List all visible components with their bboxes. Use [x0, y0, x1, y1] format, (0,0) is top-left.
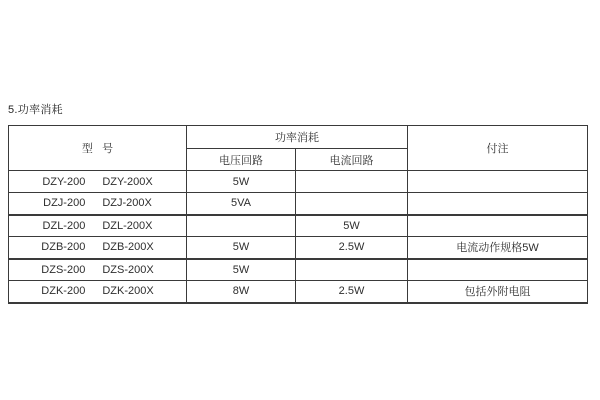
- voltage-cell: 5W: [187, 237, 296, 259]
- model-name: DZK-200: [41, 285, 86, 298]
- current-cell: 2.5W: [296, 237, 408, 259]
- model-name-x: DZJ-200X: [102, 197, 152, 210]
- table-row-dzb: [9, 237, 588, 259]
- model-cell: [9, 171, 187, 193]
- table-row-dzk: [9, 281, 588, 303]
- current-cell: 5W: [296, 215, 408, 237]
- voltage-cell: [187, 215, 296, 237]
- model-cell: [9, 215, 187, 237]
- model-cell: [9, 259, 187, 281]
- col-header-voltage-circuit: 电压回路: [187, 149, 296, 171]
- note-cell: 包括外附电阻: [408, 281, 588, 303]
- voltage-cell: 5W: [187, 259, 296, 281]
- power-consumption-table: [8, 125, 588, 304]
- table-row-dzl: [9, 215, 588, 237]
- note-cell: [408, 171, 588, 193]
- note-cell: [408, 259, 588, 281]
- model-name-x: DZL-200X: [102, 219, 153, 232]
- table-row-dzs: [9, 259, 588, 281]
- header-row-top: [9, 126, 588, 149]
- model-name: DZJ-200: [43, 197, 86, 210]
- table-row-dzy: [9, 171, 588, 193]
- current-cell: [296, 171, 408, 193]
- col-header-notes: 付注: [408, 126, 588, 171]
- note-cell: [408, 193, 588, 215]
- model-name: DZY-200: [42, 175, 86, 188]
- section-title: 5.功率消耗: [8, 104, 63, 116]
- model-name-x: DZY-200X: [102, 175, 153, 188]
- col-header-power-group: 功率消耗: [187, 126, 408, 149]
- model-cell: [9, 193, 187, 215]
- current-cell: [296, 193, 408, 215]
- model-name: DZB-200: [41, 241, 86, 254]
- model-name-x: DZB-200X: [102, 241, 154, 254]
- col-header-current-circuit: 电流回路: [296, 149, 408, 171]
- model-cell: [9, 281, 187, 303]
- model-name-x: DZS-200X: [102, 263, 154, 276]
- model-name-x: DZK-200X: [102, 285, 154, 298]
- voltage-cell: 5VA: [187, 193, 296, 215]
- voltage-cell: 5W: [187, 171, 296, 193]
- current-cell: 2.5W: [296, 281, 408, 303]
- model-cell: [9, 237, 187, 259]
- voltage-cell: 8W: [187, 281, 296, 303]
- current-cell: [296, 259, 408, 281]
- model-name: DZL-200: [42, 219, 86, 232]
- model-name: DZS-200: [41, 263, 86, 276]
- col-header-model: 型 号: [9, 126, 187, 171]
- table-row-dzj: [9, 193, 588, 215]
- note-cell: [408, 215, 588, 237]
- note-cell: 电流动作规格5W: [408, 237, 588, 259]
